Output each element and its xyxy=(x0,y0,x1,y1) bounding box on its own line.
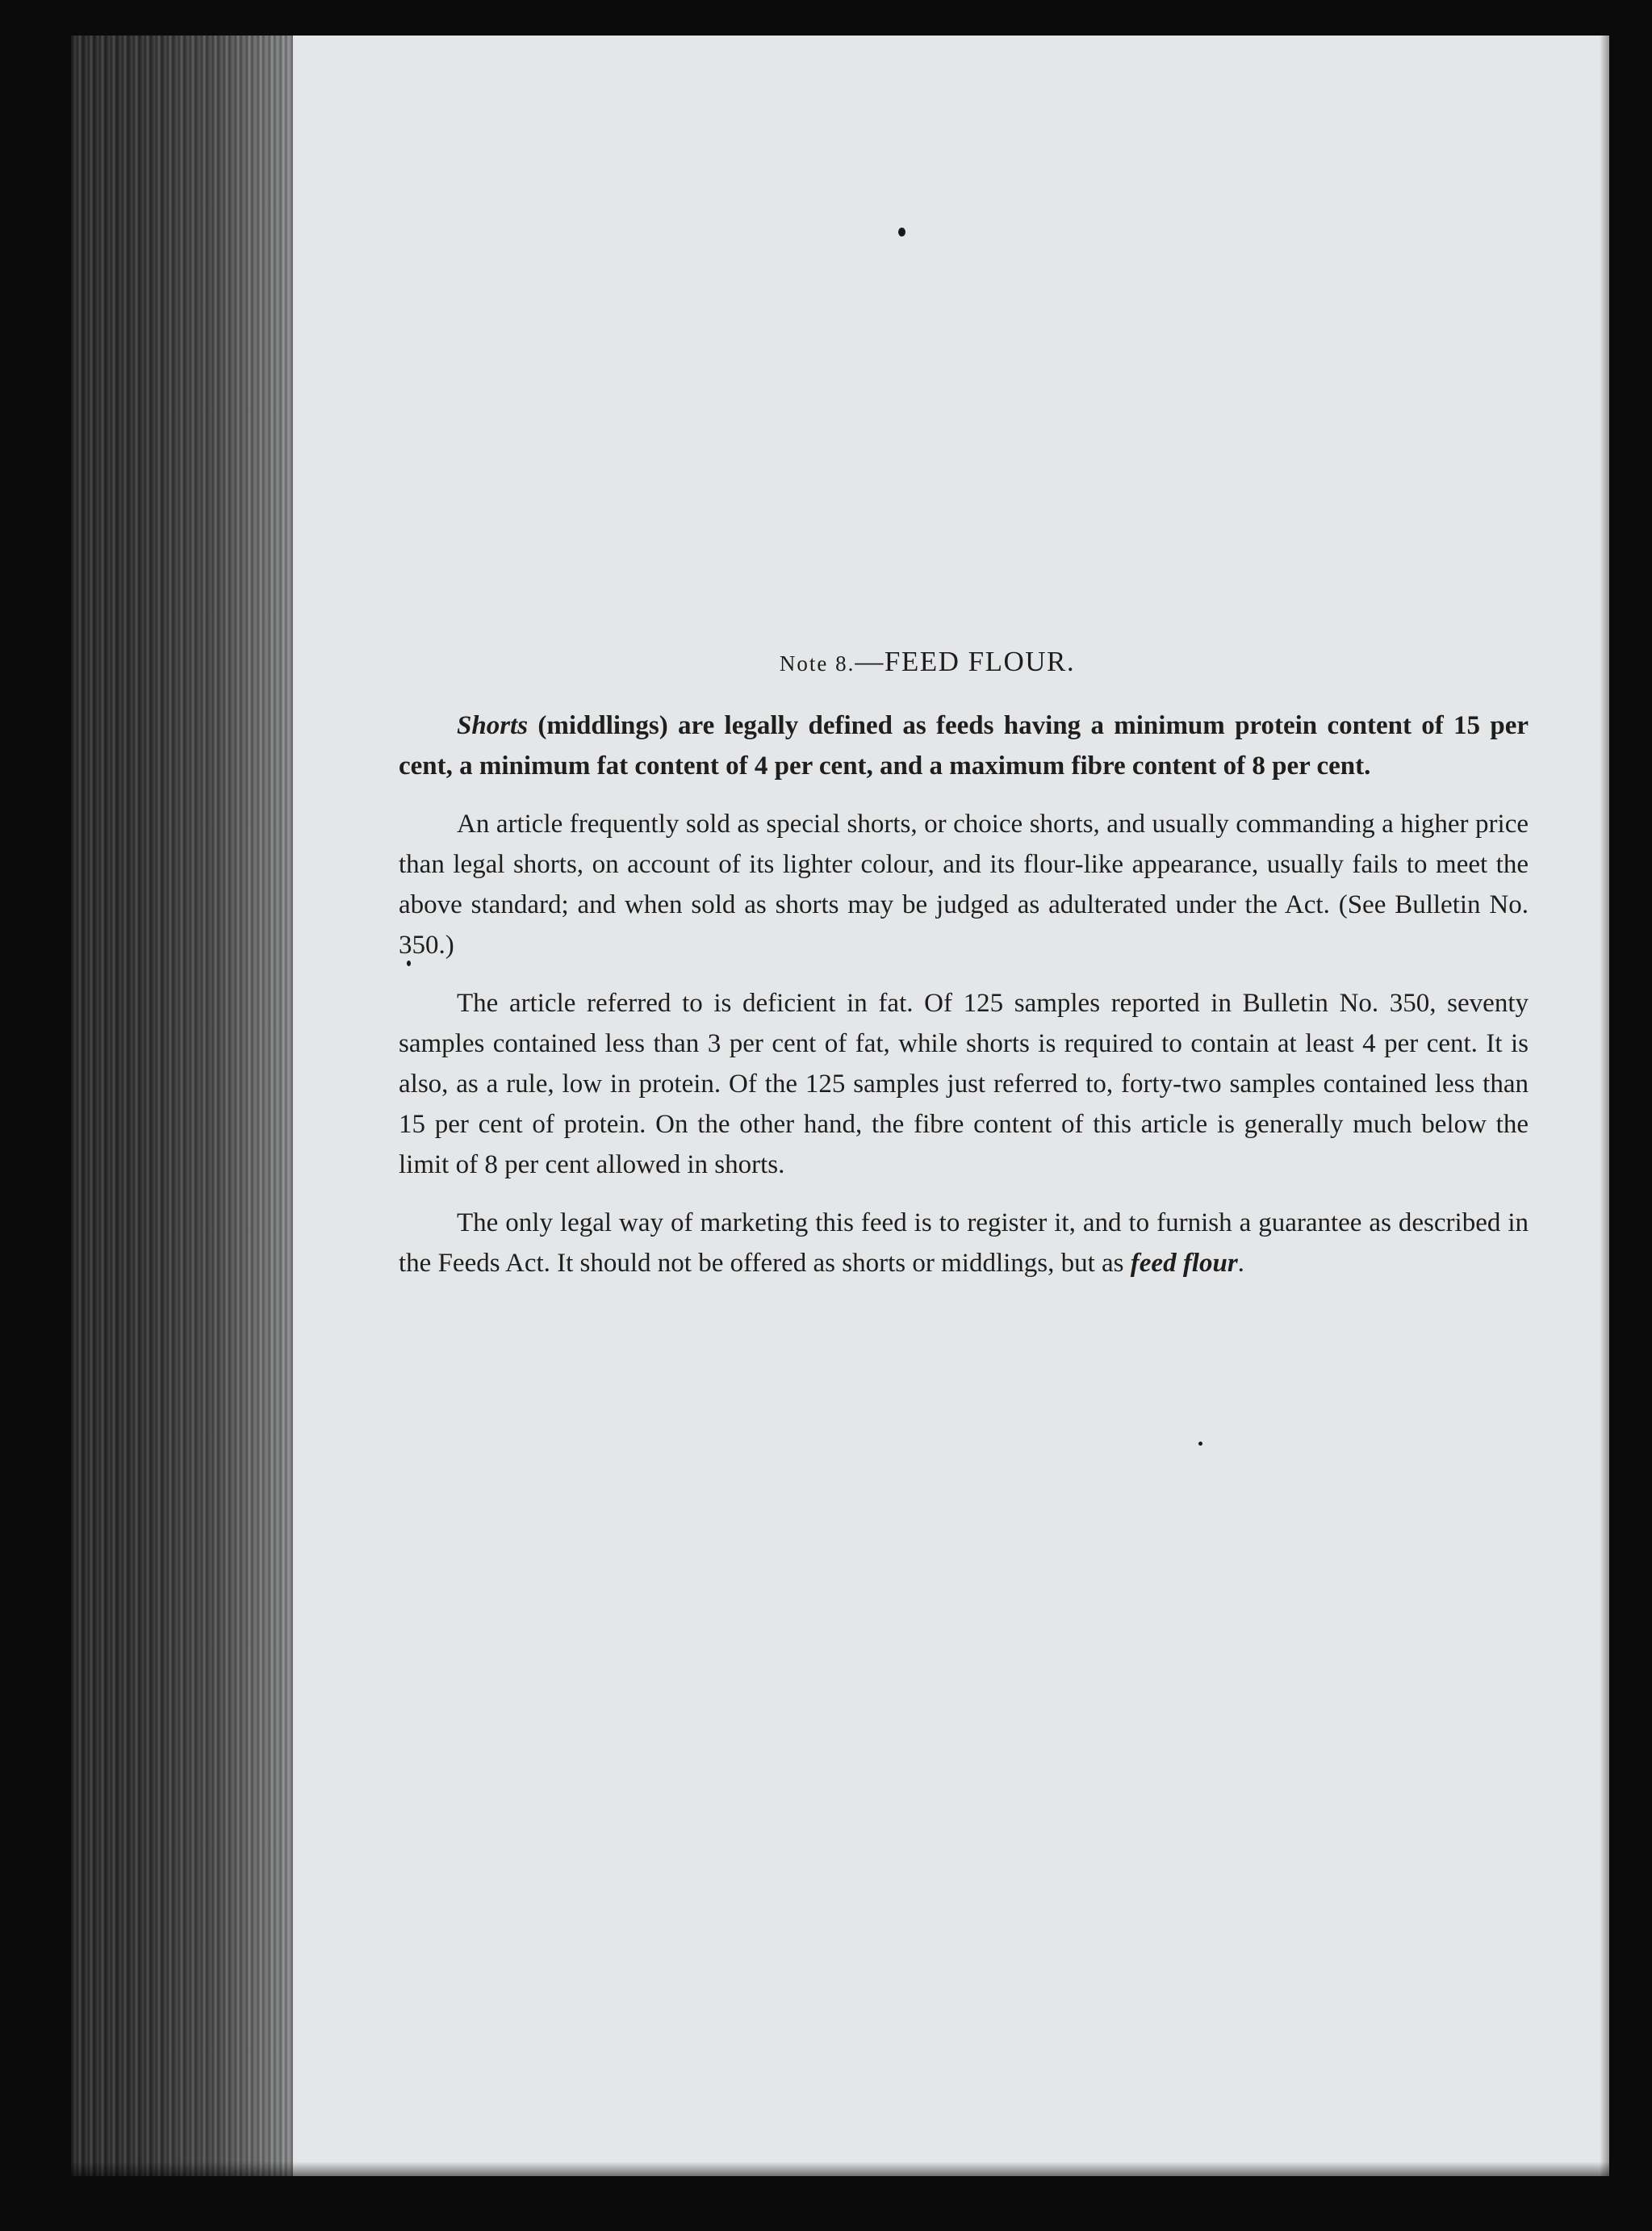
page-title xyxy=(399,646,1529,678)
paragraph-3-text: The article referred to is deficient in fat. Of 125 samples reported in Bulletin No. 350, seventy samples contained less than 3 per cent of fat, while shorts is required to contain at least 4 per cent. It is also, as a rule, low in protein. Of the 125 samples just referred to, forty-two samples contained less than 15 per cent of protein. On the other hand, the fibre content of this article is generally much below the limit of 8 per cent allowed in shorts. xyxy=(399,989,1529,1179)
title-main: FEED FLOUR. xyxy=(884,646,1076,677)
page-shadow-right xyxy=(1600,36,1609,2176)
paragraph-2-text: An article frequently sold as special shorts, or choice shorts, and usually commanding a higher price than legal shorts, on account of its lighter colour, and its flour-like appearance, usually fails to meet the above standard; and when sold as shorts may be judged as adulterated under the Act. (See Bulletin No. 350.) xyxy=(399,810,1529,960)
paragraph-1-lead: Shorts xyxy=(457,711,529,740)
paragraph-4-end: . xyxy=(1237,1249,1244,1278)
scan-speck xyxy=(1198,1442,1202,1446)
paragraph-4-italic: feed flour xyxy=(1130,1249,1238,1278)
title-prefix: Note 8. xyxy=(779,651,855,676)
paragraph-1 xyxy=(399,705,1529,786)
paragraph-3 xyxy=(399,983,1529,1185)
scan-speck xyxy=(898,228,905,236)
page-binding-edge xyxy=(71,36,293,2176)
page-shadow-bottom xyxy=(71,2162,1609,2176)
document-body xyxy=(399,646,1529,1301)
paragraph-1-text: (middlings) are legally defined as feeds having a minimum protein content of 15 per cent, a minimum fat content of 4 per cent, and a maximum fibre content of 8 per cent. xyxy=(399,711,1529,781)
paragraph-2 xyxy=(399,804,1529,965)
paragraph-4-text: The only legal way of marketing this feed is to register it, and to furnish a guarantee as described in the Feeds Act. It should not be offered as shorts or middlings, but as xyxy=(399,1208,1529,1278)
title-dash: — xyxy=(855,646,885,677)
paragraph-4 xyxy=(399,1203,1529,1283)
